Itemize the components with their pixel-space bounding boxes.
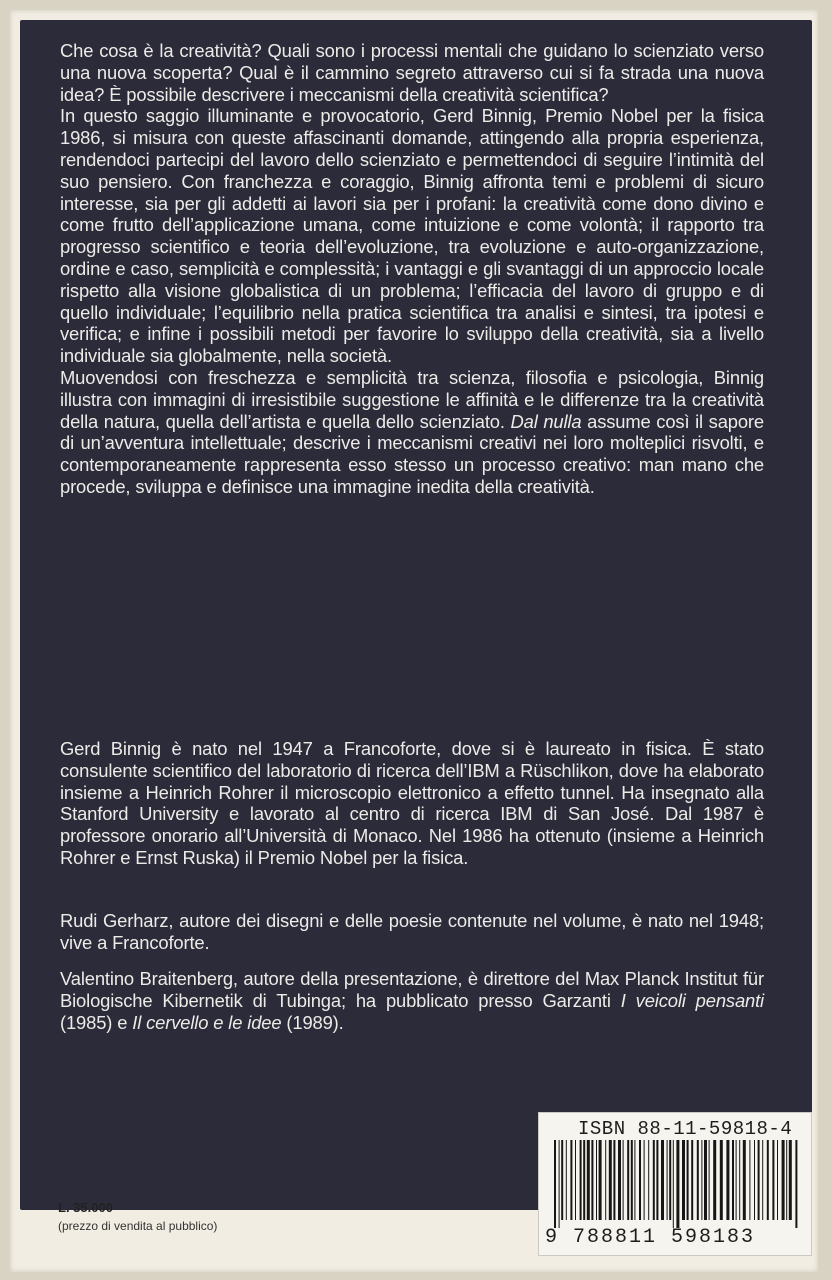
barcode-bar bbox=[777, 1140, 778, 1220]
barcode-bar bbox=[623, 1140, 624, 1220]
barcode-bar bbox=[653, 1140, 655, 1220]
price: L. 35.000 bbox=[58, 1200, 113, 1215]
barcode-bar bbox=[656, 1140, 658, 1220]
blurb-p3-before: Muovendosi con freschezza e semplicità tra scienza, filosofia e psicologia, Binnig illustra con immagini di irresistibile suggestione le affinità e le differenze tra la creatività della natura, quella dell’artista e quella dello scienziato. bbox=[60, 366, 764, 432]
price-note: (prezzo di vendita al pubblico) bbox=[58, 1219, 218, 1233]
barcode-bar bbox=[648, 1140, 649, 1220]
barcode-bar bbox=[661, 1140, 664, 1220]
book-title-italic: Dal nulla bbox=[510, 410, 582, 432]
barcode-bar bbox=[631, 1140, 633, 1220]
barcode-bar bbox=[676, 1140, 679, 1228]
barcode-bar bbox=[709, 1140, 710, 1220]
barcode-bar bbox=[618, 1140, 621, 1220]
barcode-bar bbox=[704, 1140, 707, 1220]
barcode-bar bbox=[726, 1140, 729, 1220]
barcode-bar bbox=[580, 1140, 582, 1220]
barcode-bar bbox=[634, 1140, 635, 1220]
barcode-bar bbox=[669, 1140, 671, 1220]
author-bio-binnig: Gerd Binnig è nato nel 1947 a Francoforte, dove si è laureato in fisica. È stato consulente scientifico del laboratorio di ricerca dell’IBM a Rüschlikon, dove ha elaborato insieme a Heinrich Rohrer il microscopio elettronico a effetto tunnel. Ha insegnato alla Stanford University e lavorato al centro di ricerca IBM di San José. Dal 1987 è professore onorario all’Università di Monaco. Nel 1986 ha ottenuto (insieme a Heinrich Rohrer e Ernst Ruska) il Premio Nobel per la fisica. bbox=[60, 738, 764, 868]
barcode-bar bbox=[583, 1140, 585, 1220]
barcode-bar bbox=[570, 1140, 572, 1220]
barcode-bar bbox=[587, 1140, 590, 1220]
barcode-bar bbox=[732, 1140, 734, 1220]
blurb-text bbox=[60, 40, 764, 498]
barcode-bar bbox=[789, 1140, 792, 1220]
blurb-paragraph-1: Che cosa è la creatività? Quali sono i processi mentali che guidano lo scienziato verso una nuova scoperta? Qual è il cammino segreto attraverso cui si fa strada una nuova idea? È possibile descrivere i meccanismi della creatività scientifica? bbox=[60, 40, 764, 105]
barcode-bar bbox=[673, 1140, 674, 1228]
barcode-bar bbox=[720, 1140, 723, 1220]
barcode-bar bbox=[599, 1140, 602, 1220]
braitenberg-mid: (1985) e bbox=[60, 1011, 133, 1033]
barcode-bar bbox=[743, 1140, 746, 1220]
barcode-bar bbox=[566, 1140, 567, 1220]
book-title-veicoli: I veicoli pensanti bbox=[620, 989, 764, 1011]
barcode-bar bbox=[782, 1140, 785, 1220]
barcode-bar bbox=[736, 1140, 737, 1220]
barcode-bar bbox=[767, 1140, 769, 1220]
barcode-bar bbox=[554, 1140, 556, 1228]
barcode-bar bbox=[758, 1140, 760, 1220]
barcode-bar bbox=[772, 1140, 774, 1220]
ean-barcode bbox=[552, 1140, 802, 1228]
barcode-bar bbox=[561, 1140, 563, 1220]
book-title-cervello: Il cervello e le idee bbox=[132, 1011, 282, 1033]
blurb-paragraph-2: In questo saggio illuminante e provocatorio, Gerd Binnig, Premio Nobel per la fisica 1986, si misura con queste affascinanti domande, attingendo alla propria esperienza, rendendoci partecipi del lavoro dello scienziato e permettendoci di seguire l’intimità del suo pensiero. Con franchezza e coraggio, Binnig affronta temi e problemi di sicuro interesse, sia per gli addetti ai lavori sia per i profani: la creatività come dono divino e come frutto dell’applicazione umana, come intuizione e come volontà; il rapporto tra progresso scientifico e teoria dell’evoluzione, tra evoluzione e auto-organizzazione, ordine e caso, semplicità e complessità; i vantaggi e gli svantaggi di un approccio locale rispetto alla visione globalistica di un problema; l’efficacia del lavoro di gruppo e di quello individuale; l’equilibrio nella pratica scientifica tra analisi e sintesi, tra ipotesi e verifica; e infine i possibili metodi per favorire lo sviluppo della creatività, sia a livello individuale sia globalmente, nella società. bbox=[60, 105, 764, 367]
barcode-bar bbox=[639, 1140, 641, 1220]
barcode-bar bbox=[682, 1140, 685, 1220]
blurb-p3-after: assume così il sapore di un’avventura intellettuale; descrive i meccanismi creativi nei loro molteplici risvolti, e contemporaneamente rappresenta esso stesso un processo creativo: man mano che procede, sviluppa e definisce una immagine inedita della creatività. bbox=[60, 410, 764, 497]
barcode-bar bbox=[605, 1140, 606, 1220]
braitenberg-before: Valentino Braitenberg, autore della presentazione, è direttore del Max Planck Institut für Biologische Kibernetik di Tubinga; ha pubblicato presso Garzanti bbox=[60, 968, 764, 1011]
barcode-bar bbox=[627, 1140, 629, 1220]
barcode-bar bbox=[749, 1140, 750, 1220]
blurb-paragraph-3 bbox=[60, 367, 764, 498]
barcode-bar bbox=[754, 1140, 755, 1220]
barcode-bar bbox=[786, 1140, 787, 1220]
barcode-bar bbox=[644, 1140, 645, 1220]
preface-bio-braitenberg bbox=[60, 968, 764, 1033]
barcode-bar bbox=[739, 1140, 740, 1220]
barcode-bar bbox=[596, 1140, 597, 1220]
braitenberg-after: (1989). bbox=[281, 1011, 344, 1033]
isbn-label: ISBN 88-11-59818-4 bbox=[578, 1118, 793, 1140]
barcode-bar bbox=[687, 1140, 689, 1220]
barcode-bar bbox=[762, 1140, 763, 1220]
barcode-bar bbox=[613, 1140, 615, 1220]
barcode-bar bbox=[701, 1140, 702, 1220]
barcode-bar bbox=[575, 1140, 576, 1220]
barcode-bar bbox=[667, 1140, 668, 1220]
barcode-bar bbox=[559, 1140, 560, 1228]
barcode-bar bbox=[591, 1140, 593, 1220]
barcode-bar bbox=[713, 1140, 716, 1220]
barcode-bar bbox=[609, 1140, 612, 1220]
barcode-bar bbox=[697, 1140, 699, 1220]
ean-digits: 9 788811 598183 bbox=[545, 1226, 756, 1249]
barcode-bar bbox=[691, 1140, 693, 1220]
illustrator-bio-gerharz: Rudi Gerharz, autore dei disegni e delle poesie contenute nel volume, è nato nel 1948; vive a Francoforte. bbox=[60, 910, 764, 953]
barcode-bar bbox=[795, 1140, 797, 1228]
